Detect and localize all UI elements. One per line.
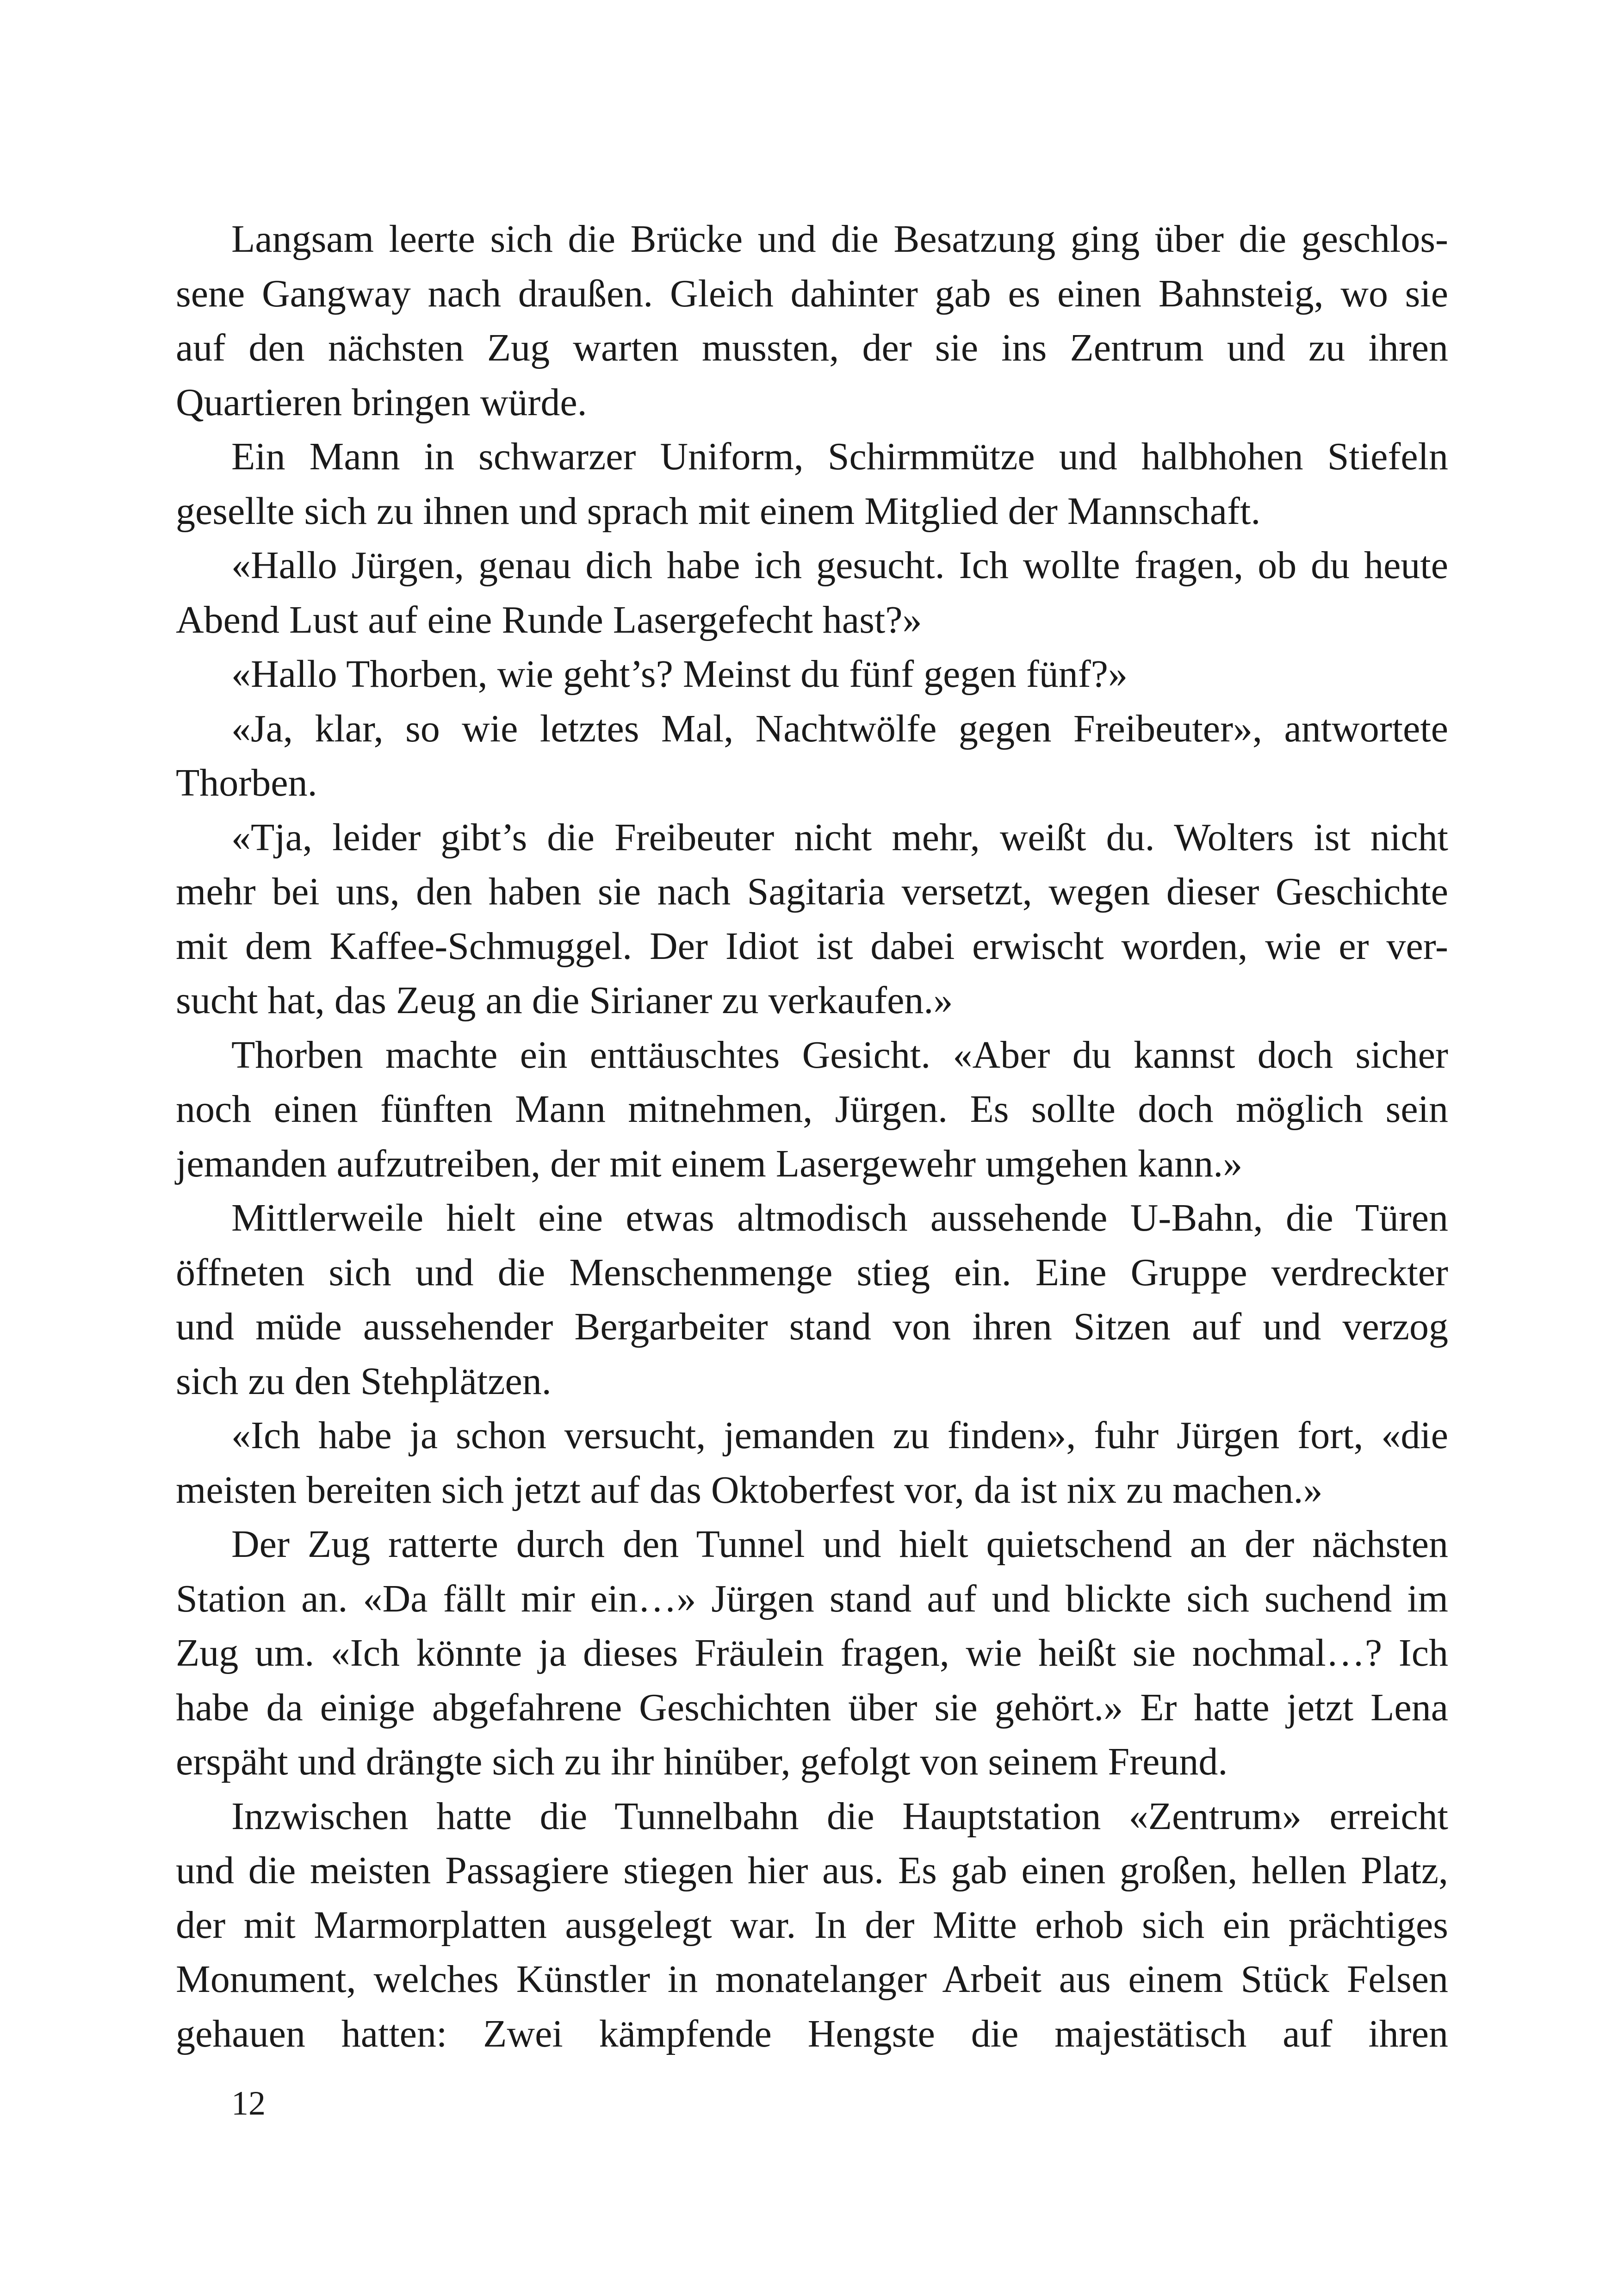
text-line: jemanden aufzutreiben, der mit einem Lasergewehr umgehen kann.»	[176, 1142, 1243, 1185]
text-line: Thorben machte ein enttäuschtes Gesicht. «Aber du kannst doch sicher	[231, 1033, 1448, 1076]
text-line: «Ich habe ja schon versucht, jemanden zu finden», fuhr Jürgen fort, «die	[231, 1414, 1448, 1457]
text-line: Thorben.	[176, 761, 317, 804]
text-line: «Ja, klar, so wie letztes Mal, Nachtwölfe gegen Freibeuter», antwortete	[231, 707, 1448, 750]
text-line: sucht hat, das Zeug an die Sirianer zu verkaufen.»	[176, 979, 953, 1022]
text-line: Zug um. «Ich könnte ja dieses Fräulein fragen, wie heißt sie nochmal…? Ich	[176, 1631, 1448, 1674]
text-line: Quartieren bringen würde.	[176, 380, 587, 424]
text-line: und müde aussehender Bergarbeiter stand von ihren Sitzen auf und verzog	[176, 1305, 1448, 1348]
text-line: «Hallo Jürgen, genau dich habe ich gesucht. Ich wollte fragen, ob du heute	[231, 544, 1448, 587]
text-line: gehauen hatten: Zwei kämpfende Hengste die majestätisch auf ihren	[176, 2012, 1448, 2055]
text-line: Ein Mann in schwarzer Uniform, Schirmmütze und halbhohen Stiefeln	[231, 435, 1448, 478]
text-line: gesellte sich zu ihnen und sprach mit einem Mitglied der Mannschaft.	[176, 489, 1261, 533]
text-line: auf den nächsten Zug warten mussten, der sie ins Zentrum und zu ihren	[176, 326, 1448, 369]
text-line: mit dem Kaffee-Schmuggel. Der Idiot ist dabei erwischt worden, wie er ver-	[176, 924, 1448, 968]
text-line: meisten bereiten sich jetzt auf das Oktoberfest vor, da ist nix zu machen.»	[176, 1468, 1323, 1512]
body-text	[176, 212, 1448, 2061]
text-line: Mittlerweile hielt eine etwas altmodisch aussehende U-Bahn, die Türen	[231, 1196, 1448, 1239]
page-number: 12	[231, 2084, 266, 2122]
text-line: noch einen fünften Mann mitnehmen, Jürgen. Es sollte doch möglich sein	[176, 1088, 1448, 1131]
text-line: Langsam leerte sich die Brücke und die Besatzung ging über die geschlos-	[231, 218, 1448, 261]
text-line: Monument, welches Künstler in monatelanger Arbeit aus einem Stück Felsen	[176, 1958, 1448, 2001]
text-line: Inzwischen hatte die Tunnelbahn die Hauptstation «Zentrum» erreicht	[231, 1794, 1448, 1838]
text-line: «Hallo Thorben, wie geht’s? Meinst du fünf gegen fünf?»	[231, 653, 1128, 696]
text-line: erspäht und drängte sich zu ihr hinüber, gefolgt von seinem Freund.	[176, 1740, 1228, 1783]
text-line: sich zu den Stehplätzen.	[176, 1359, 552, 1403]
text-line: «Tja, leider gibt’s die Freibeuter nicht mehr, weißt du. Wolters ist nicht	[231, 815, 1448, 859]
text-line: und die meisten Passagiere stiegen hier aus. Es gab einen großen, hellen Platz,	[176, 1849, 1448, 1892]
text-line: der mit Marmorplatten ausgelegt war. In der Mitte erhob sich ein prächtiges	[176, 1903, 1448, 1947]
text-line: öffneten sich und die Menschenmenge stieg ein. Eine Gruppe verdreckter	[176, 1251, 1448, 1294]
text-line: sene Gangway nach draußen. Gleich dahinter gab es einen Bahnsteig, wo sie	[176, 272, 1448, 315]
text-line: habe da einige abgefahrene Geschichten über sie gehört.» Er hatte jetzt Lena	[176, 1686, 1448, 1729]
text-line: mehr bei uns, den haben sie nach Sagitaria versetzt, wegen dieser Geschichte	[176, 870, 1448, 913]
text-line: Abend Lust auf eine Runde Lasergefecht hast?»	[176, 598, 922, 641]
text-line: Der Zug ratterte durch den Tunnel und hielt quietschend an der nächsten	[231, 1523, 1448, 1566]
text-line: Station an. «Da fällt mir ein…» Jürgen stand auf und blickte sich suchend im	[176, 1577, 1448, 1620]
